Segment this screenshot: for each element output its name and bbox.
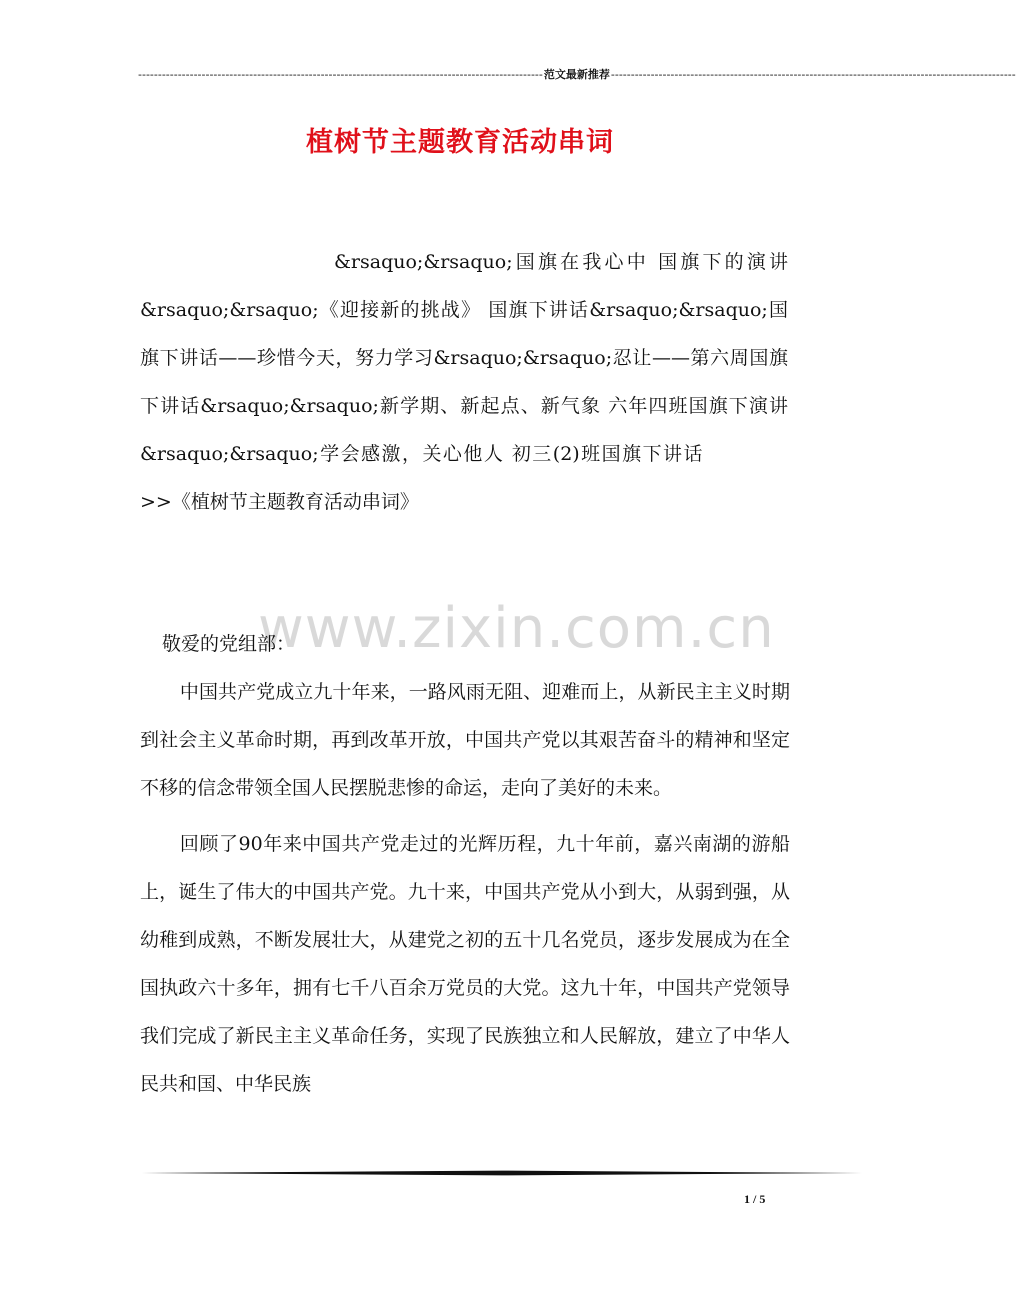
- intro-link-text: >>《植树节主题教育活动串词》: [140, 491, 419, 513]
- body-paragraph-1: 中国共产党成立九十年来，一路风雨无阻、迎难而上，从新民主主义时期到社会主义革命时期，再到改革开放，中国共产党以其艰苦奋斗的精神和坚定不移的信念带领全国人民摆脱悲惨的命运，走向了美好的未来。: [140, 681, 790, 799]
- header-label: 范文最新推荐: [543, 68, 610, 81]
- document-title: 植树节主题教育活动串词: [306, 127, 614, 158]
- footer-divider: [142, 1170, 862, 1176]
- header-dash-right: ------------------------------------------------------------------------------------------------------: [610, 68, 1016, 81]
- body-text: [140, 668, 790, 1108]
- page-number: 1 / 5: [744, 1192, 766, 1206]
- header-dash-left: ------------------------------------------------------------------------------------------------------: [138, 68, 543, 81]
- intro-text: &rsaquo;&rsaquo;国旗在我心中 国旗下的演讲&rsaquo;&rsaquo;《迎接新的挑战》 国旗下讲话&rsaquo;&rsaquo;国旗下讲话——珍惜今天，努力学习&rsaquo;&rsaquo;忍让——第六周国旗下讲话&rsaquo;&rsaquo;新学期、新起点、新气象 六年四班国旗下演讲&rsaquo;&rsaquo;学会感激，关心他人 初三(2)班国旗下讲话: [140, 251, 788, 465]
- watermark: www.zixin.com.cn: [258, 596, 775, 661]
- header-rule: [138, 68, 1016, 82]
- salutation: 敬爱的党组部：: [162, 633, 296, 655]
- body-paragraph-2: 回顾了90年来中国共产党走过的光辉历程，九十年前，嘉兴南湖的游船上，诞生了伟大的中国共产党。九十来，中国共产党从小到大，从弱到强，从幼稚到成熟，不断发展壮大，从建党之初的五十几名党员，逐步发展成为在全国执政六十多年，拥有七千八百余万党员的大党。这九十年，中国共产党领导我们完成了新民主主义革命任务，实现了民族独立和人民解放，建立了中华人民共和国、中华民族: [140, 833, 790, 1095]
- intro-paragraph: [140, 238, 788, 526]
